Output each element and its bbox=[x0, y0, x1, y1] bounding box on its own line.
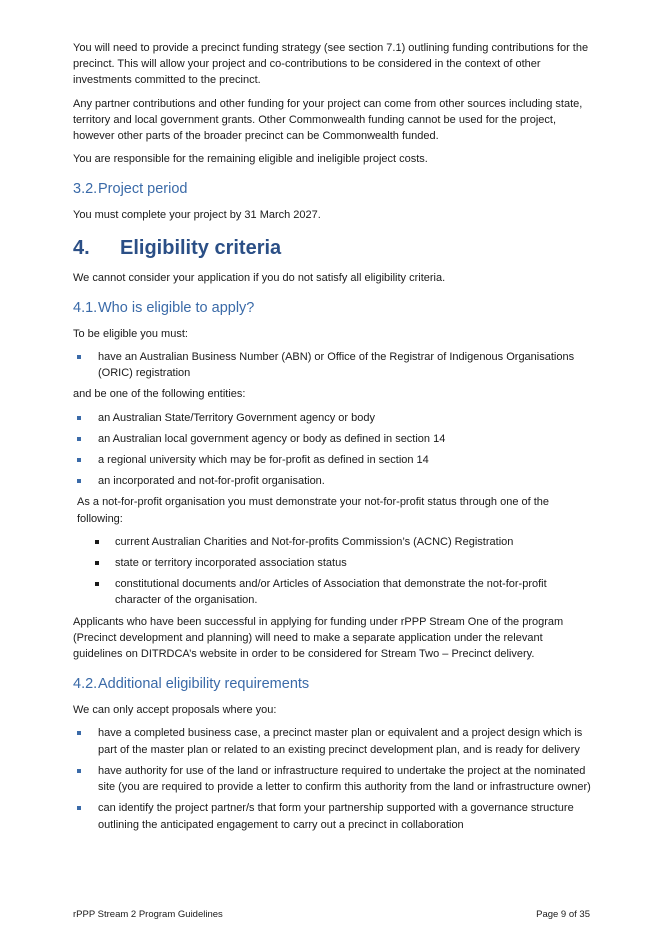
footer-document-title: rPPP Stream 2 Program Guidelines bbox=[73, 909, 223, 920]
list-item: an Australian State/Territory Government agency or body bbox=[73, 410, 593, 426]
list-item: have an Australian Business Number (ABN) or Office of the Registrar of Indigenous Organisations (ORIC) registration bbox=[73, 349, 593, 381]
eligible-lead: To be eligible you must: bbox=[73, 327, 188, 340]
entity-list bbox=[73, 410, 593, 490]
project-period-text: You must complete your project by 31 March 2027. bbox=[73, 209, 321, 222]
eligibility-intro: We cannot consider your application if you do not satisfy all eligibility criteria. bbox=[73, 271, 446, 284]
heading-eligibility-criteria bbox=[73, 236, 593, 260]
section-number: 3.2. bbox=[73, 181, 98, 198]
list-item: have authority for use of the land or infrastructure required to undertake the project at the nominated site (you are required to provide a letter to confirm this authority from the land or infrastructure owner) bbox=[73, 763, 593, 795]
list-item: an incorporated and not-for-profit organisation. bbox=[73, 473, 593, 489]
page-footer bbox=[73, 909, 590, 920]
section-title: Eligibility criteria bbox=[120, 236, 282, 259]
footer-page-number: Page 9 of 35 bbox=[536, 909, 590, 920]
list-item: state or territory incorporated association status bbox=[73, 555, 593, 571]
nfp-lead: As a not-for-profit organisation you must demonstrate your not-for-profit status through one of the following: bbox=[77, 496, 550, 525]
section-number: 4. bbox=[73, 236, 90, 259]
list-item: a regional university which may be for-profit as defined in section 14 bbox=[73, 452, 593, 468]
list-item: constitutional documents and/or Articles of Association that demonstrate the not-for-profit character of the organisation. bbox=[73, 576, 593, 608]
section-title: Additional eligibility requirements bbox=[98, 676, 310, 693]
section-number: 4.1. bbox=[73, 299, 98, 316]
section-number: 4.2. bbox=[73, 676, 98, 693]
list-item: have a completed business case, a precinct master plan or equivalent and a project design which is part of the master plan or related to an existing precinct development plan, and is ready for delivery bbox=[73, 725, 593, 757]
intro-paragraph-3: You are responsible for the remaining eligible and ineligible project costs. bbox=[73, 153, 428, 166]
applicants-paragraph: Applicants who have been successful in applying for funding under rPPP Stream One of the program (Precinct development and planning) will need to make a separate application under the relevant guidelines on DITRDCA’s website in order to be considered for Stream Two – Precinct delivery. bbox=[73, 615, 564, 661]
section-title: Project period bbox=[98, 181, 188, 198]
section-title: Who is eligible to apply? bbox=[98, 299, 255, 316]
list-item: can identify the project partner/s that form your partnership supported with a governance structure outlining the anticipated engagement to carry out a precinct in collaboration bbox=[73, 800, 593, 832]
list-item: an Australian local government agency or body as defined in section 14 bbox=[73, 431, 593, 447]
requirement-list bbox=[73, 349, 593, 381]
intro-paragraph-1: You will need to provide a precinct funding strategy (see section 7.1) outlining funding contributions for the precinct. This will allow your project and co-contributions to be considered in the context of other investments committed to the precinct. bbox=[73, 42, 589, 87]
heading-additional-requirements bbox=[73, 675, 593, 693]
entities-lead: and be one of the following entities: bbox=[73, 388, 246, 401]
heading-who-is-eligible bbox=[73, 299, 593, 317]
additional-lead: We can only accept proposals where you: bbox=[73, 704, 277, 717]
list-item: current Australian Charities and Not-for-profits Commission’s (ACNC) Registration bbox=[73, 534, 593, 550]
additional-list bbox=[73, 725, 593, 832]
nfp-list bbox=[73, 534, 593, 609]
heading-project-period bbox=[73, 180, 593, 198]
intro-paragraph-2: Any partner contributions and other funding for your project can come from other sources including state, territory and local government grants. Other Commonwealth funding cannot be used for the project, however other parts of the broader precinct can be Commonwealth funded. bbox=[73, 97, 583, 143]
page-body bbox=[73, 40, 593, 838]
